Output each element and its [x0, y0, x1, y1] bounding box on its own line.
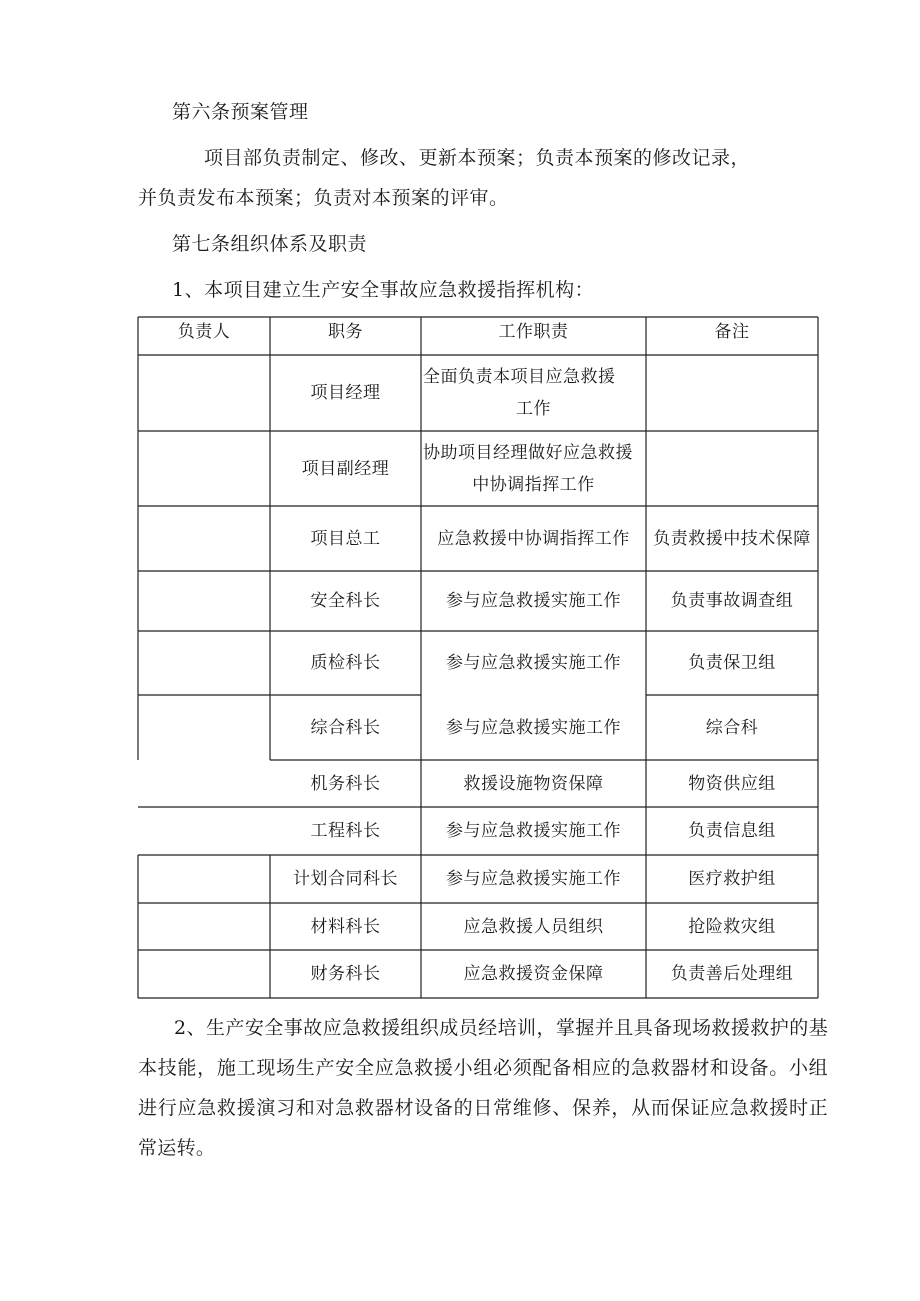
- table-row-role: 材料科长: [310, 916, 381, 937]
- table-row-role: 工程科长: [310, 821, 381, 841]
- table-row-duty: 应急救援中协调指挥工作: [437, 528, 630, 549]
- table-row-duty: 参与应急救援实施工作: [446, 717, 621, 738]
- duty-line-2: 工作: [516, 399, 551, 419]
- table-header-person: 负责人: [177, 322, 231, 342]
- duty-line-1: 协助项目经理做好应急救援: [423, 442, 633, 463]
- table-row-duty: 参与应急救援实施工作: [446, 821, 621, 841]
- table-row-duty: 应急救援人员组织: [463, 916, 604, 937]
- table-row-note: 抢险救灾组: [688, 916, 776, 937]
- item-2-paragraph: 2、生产安全事故应急救援组织成员经培训，掌握并且具备现场救援救护的基本技能，施工现场生产安全应急救援小组必须配备相应的急救器材和设备。小组进行应急救援演习和对急救器材设备的日常维修、保养，从而保证应急救援时正常运转。: [138, 1017, 828, 1159]
- table-row-role: 计划合同科长: [293, 869, 398, 889]
- table-row-note: 综合科: [705, 717, 759, 738]
- table-row-duty: [421, 431, 646, 506]
- table-row-role: 项目总工: [310, 528, 381, 549]
- table-header-duty: 工作职责: [498, 322, 569, 342]
- duty-line-2: 中协调指挥工作: [472, 474, 595, 495]
- table-row-duty: 参与应急救援实施工作: [446, 653, 621, 673]
- table-header-note: 备注: [714, 322, 750, 342]
- article-6-text-line-1: 项目部负责制定、修改、更新本预案；负责本预案的修改记录，: [204, 147, 751, 169]
- table-row-note: 负责保卫组: [688, 653, 776, 673]
- table-row-note: 负责信息组: [688, 821, 776, 841]
- table-row-note: 负责救援中技术保障: [653, 528, 811, 549]
- table-row-duty: 参与应急救援实施工作: [446, 591, 621, 611]
- duty-line-1: 全面负责本项目应急救援: [423, 367, 616, 387]
- table-row-note: 负责事故调查组: [670, 591, 794, 611]
- table-row-note: 医疗救护组: [688, 869, 776, 889]
- table-row-role: 项目副经理: [301, 458, 390, 479]
- table-row-note: 物资供应组: [688, 773, 776, 794]
- table-row-role: 质检科长: [310, 653, 381, 673]
- table-header-role: 职务: [328, 322, 363, 342]
- heading-article-7: 第七条组织体系及职责: [172, 233, 368, 255]
- table-row-role: 财务科长: [310, 964, 381, 984]
- table-row-duty: [421, 355, 646, 431]
- table-row-role: 综合科长: [310, 717, 381, 738]
- table-row-note: 负责善后处理组: [670, 964, 794, 984]
- article-6-text-line-2: 并负责发布本预案；负责对本预案的评审。: [138, 187, 509, 209]
- table-row-duty: 参与应急救援实施工作: [446, 869, 621, 889]
- item-1-text: 1、本项目建立生产安全事故应急救援指挥机构：: [172, 279, 595, 301]
- table-row-duty: 应急救援资金保障: [463, 964, 604, 984]
- heading-article-6: 第六条预案管理: [172, 101, 309, 123]
- table-row-role: 安全科长: [310, 591, 381, 611]
- table-row-duty: 救援设施物资保障: [463, 773, 604, 794]
- table-row-role: 项目经理: [310, 383, 381, 403]
- table-row-role: 机务科长: [310, 773, 381, 794]
